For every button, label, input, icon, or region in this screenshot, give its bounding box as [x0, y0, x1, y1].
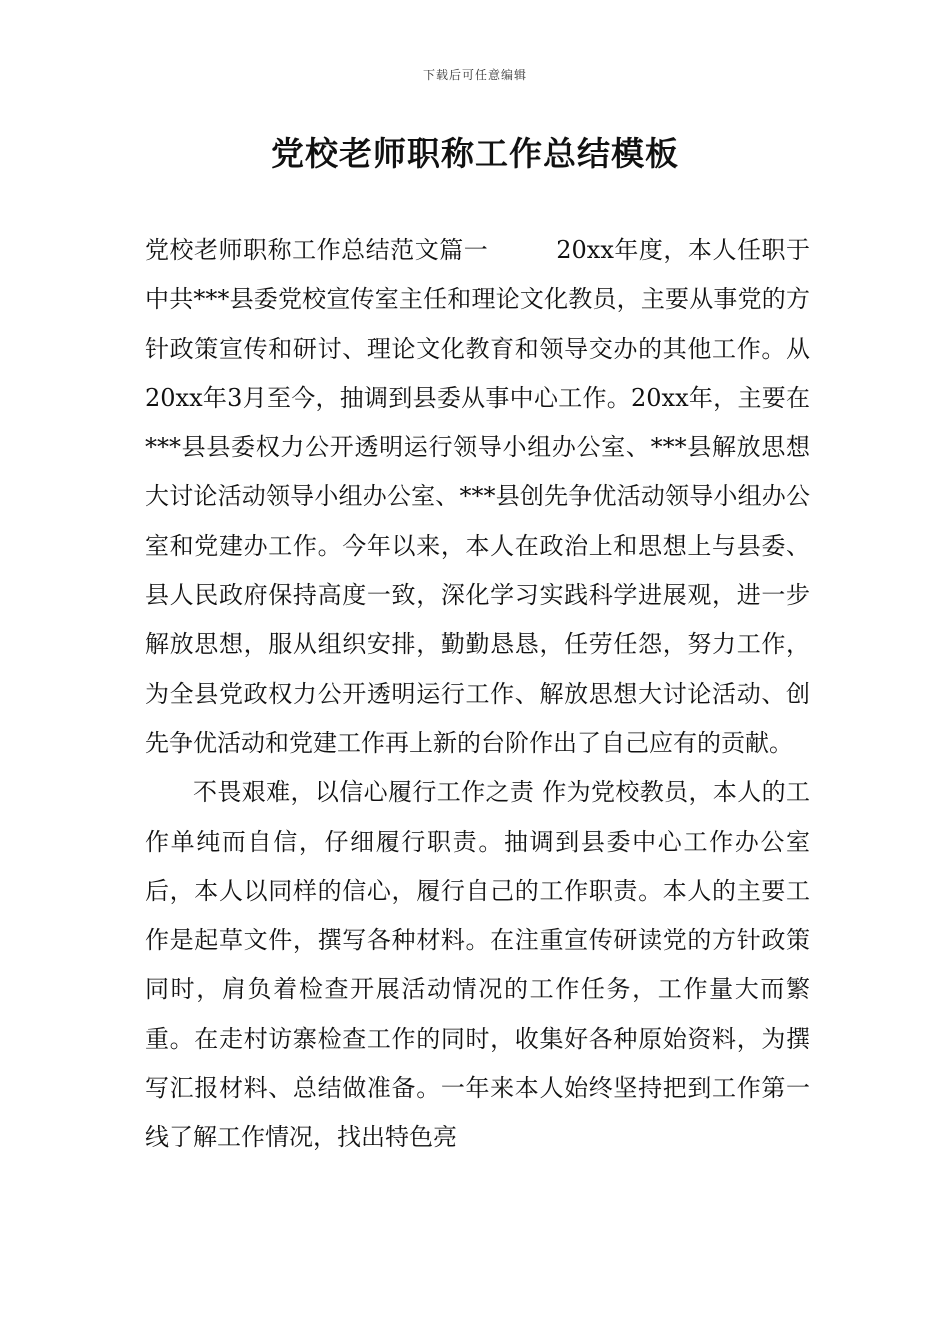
- paragraph-2: 不畏艰难，以信心履行工作之责 作为党校教员，本人的工作单纯而自信，仔细履行职责。抽调到县委中心工作办公室后，本人以同样的信心，履行自己的工作职责。本人的主要工作是起草文件，撰写各种材料。在注重宣传研读党的方针政策同时，肩负着检查开展活动情况的工作任务，工作量大而繁重。在走村访寨检查工作的同时，收集好各种原始资料，为撰写汇报材料、总结做准备。一年来本人始终坚持把到工作第一线了解工作情况，找出特色亮: [145, 778, 810, 1152]
- document-body: [145, 226, 810, 1163]
- paragraph-1-lead: 党校老师职称工作总结范文篇一: [145, 236, 489, 264]
- paragraph-1: [145, 226, 810, 768]
- header-note: 下载后可任意编辑: [422, 68, 527, 82]
- document-title: 党校老师职称工作总结模板: [271, 134, 679, 173]
- paragraph-1-text: 20xx年度，本人任职于中共***县委党校宣传室主任和理论文化教员，主要从事党的方针政策宣传和研讨、理论文化教育和领导交办的其他工作。从20xx年3月至今，抽调到县委从事中心工作。20xx年，主要在***县县委权力公开透明运行领导小组办公室、***县解放思想大讨论活动领导小组办公室、***县创先争优活动领导小组办公室和党建办工作。今年以来，本人在政治上和思想上与县委、县人民政府保持高度一致，深化学习实践科学进展观，进一步解放思想，服从组织安排，勤勤恳恳，任劳任怨，努力工作，为全县党政权力公开透明运行工作、解放思想大讨论活动、创先争优活动和党建工作再上新的台阶作出了自己应有的贡献。: [145, 236, 811, 757]
